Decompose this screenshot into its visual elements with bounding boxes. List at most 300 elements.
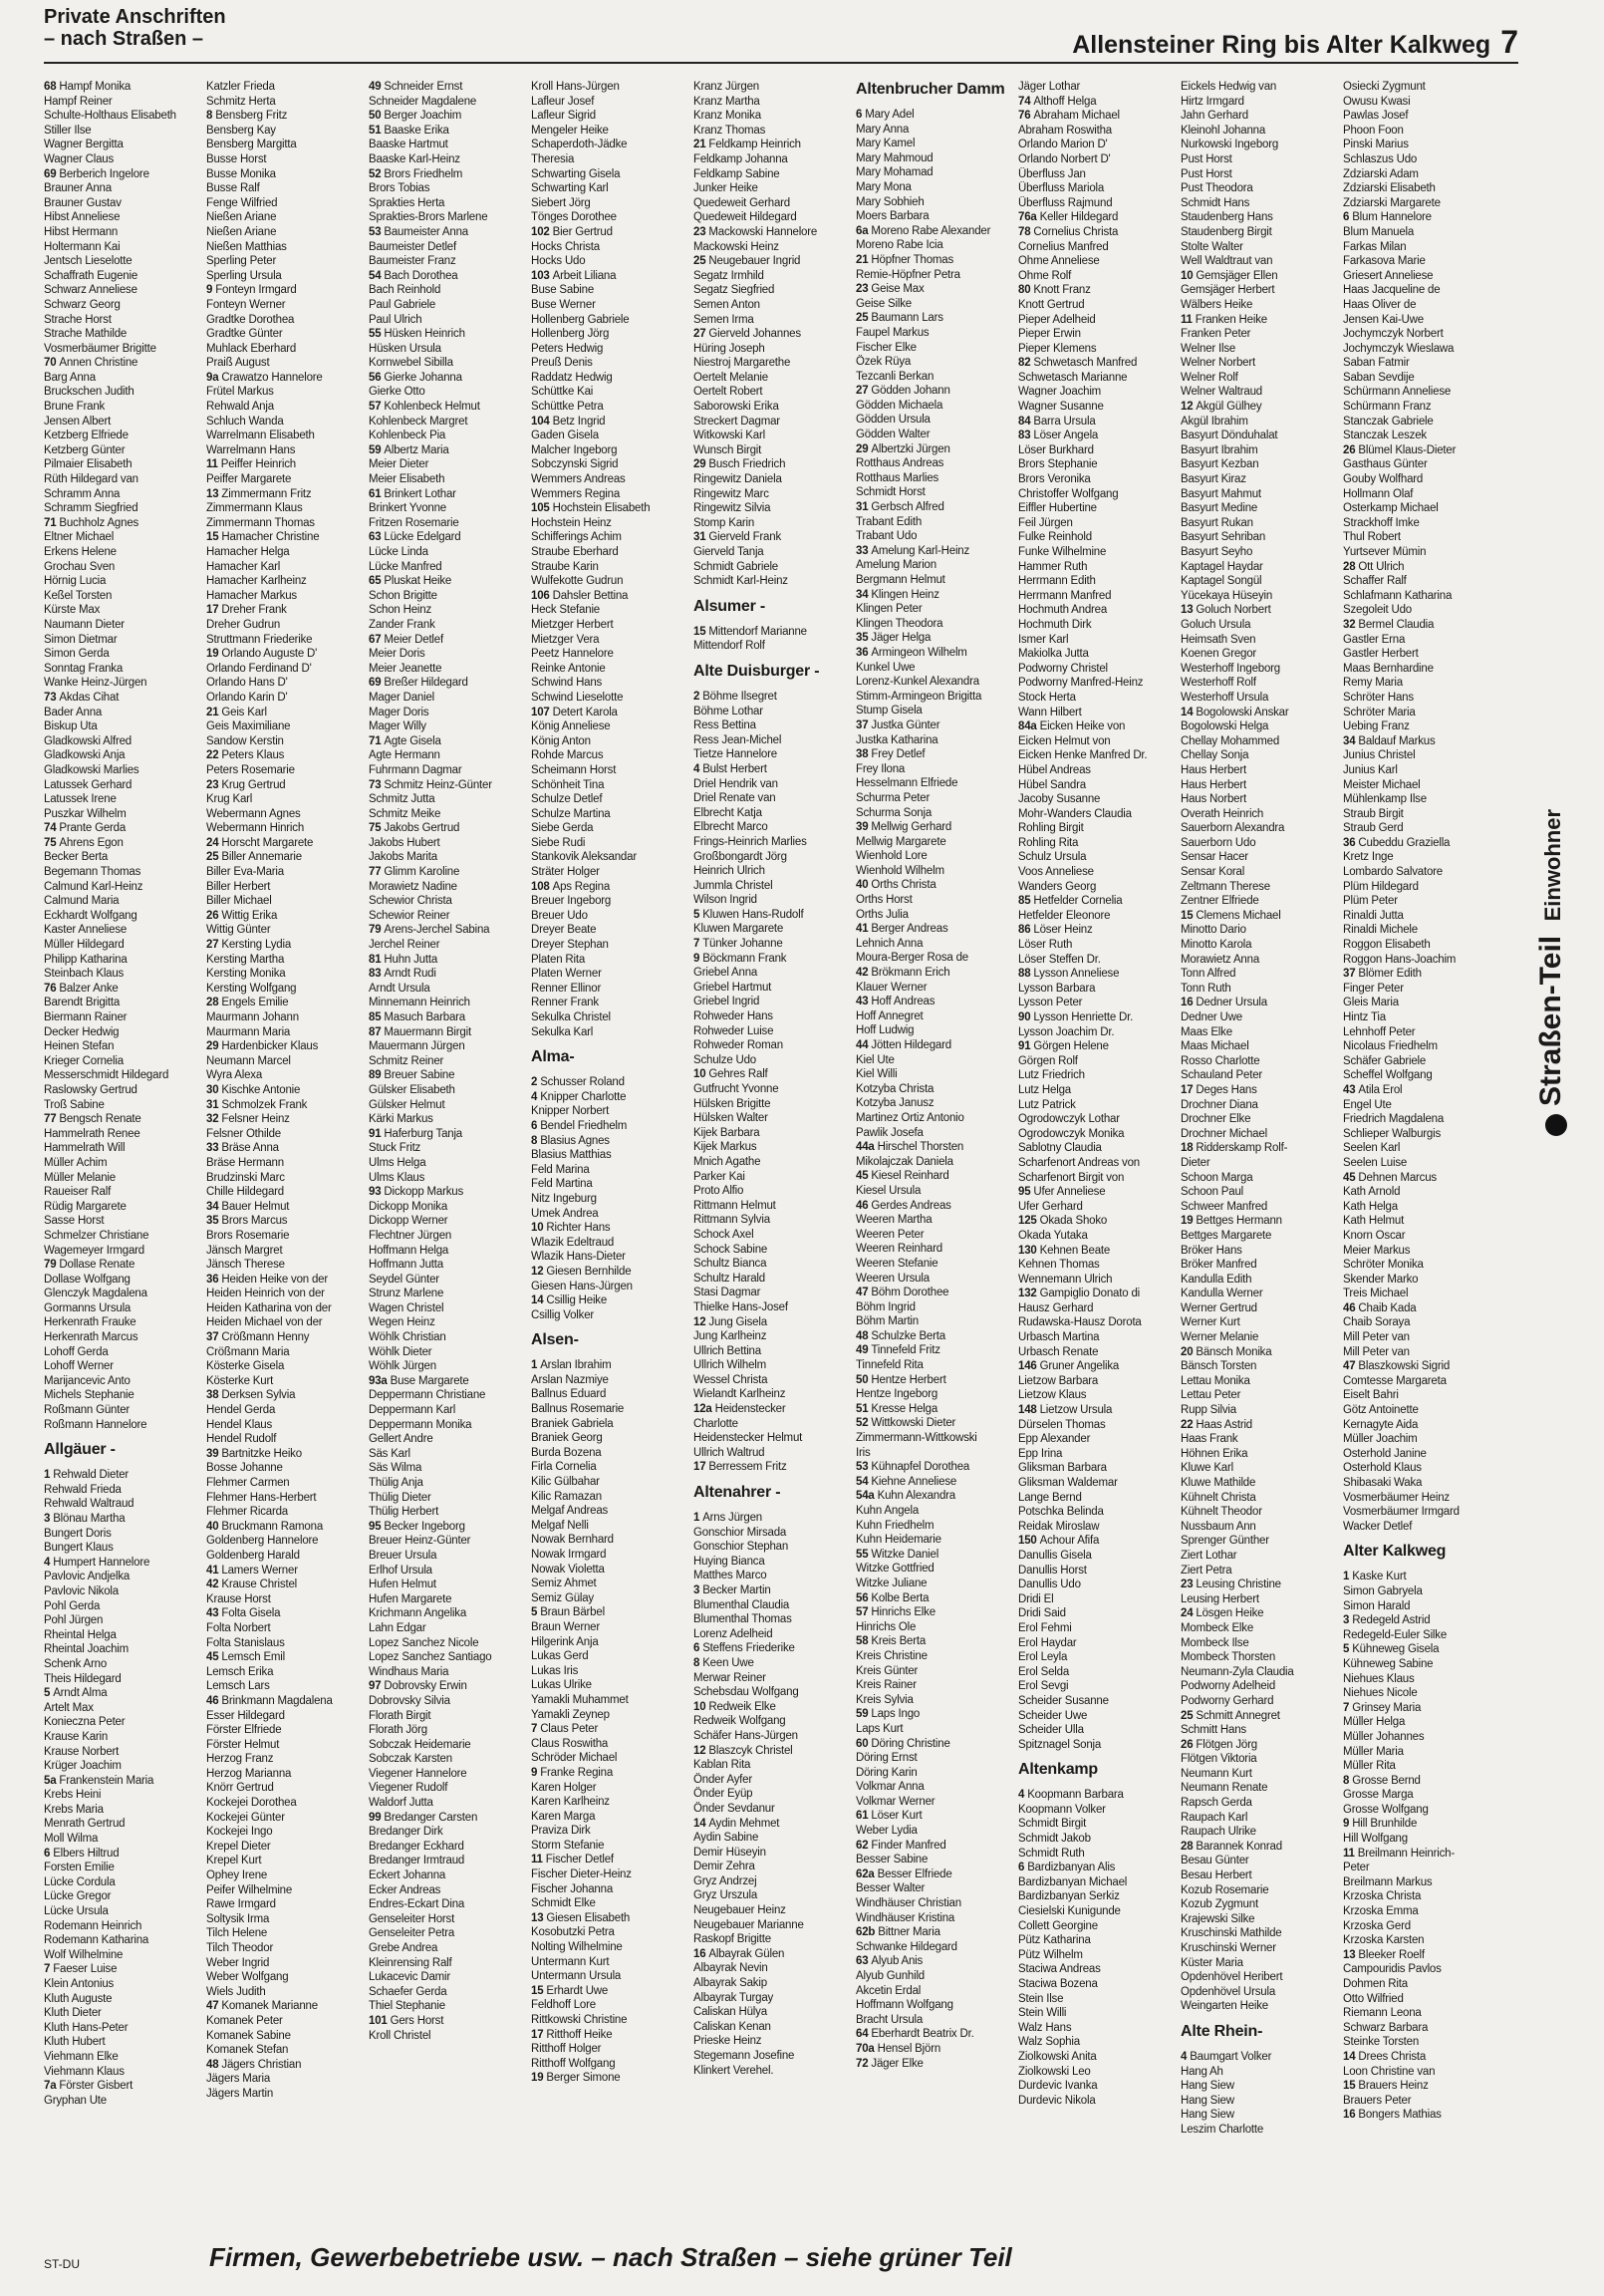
resident-name: Yurtsever Mümin <box>1343 546 1427 558</box>
resident-name: Blasius Agnes <box>540 1134 610 1147</box>
resident-entry <box>369 1738 528 1753</box>
resident-name: Müller Joachim <box>1343 1433 1418 1446</box>
resident-entry <box>206 589 366 604</box>
resident-entry <box>44 457 203 472</box>
resident-name: Bruckmann Ramona <box>221 1520 324 1533</box>
resident-entry <box>1018 181 1178 196</box>
street-heading: Alte Rhein- <box>1181 2022 1263 2040</box>
resident-name: Erkens Helene <box>44 546 117 558</box>
resident-name: Faeser Luise <box>53 1963 118 1976</box>
resident-entry <box>1018 1875 1178 1890</box>
house-number: 28 <box>1343 560 1359 573</box>
house-number: 6 <box>1018 1862 1028 1874</box>
resident-entry <box>44 152 203 167</box>
resident-name: Moreno Rabe Alexander <box>871 224 991 237</box>
resident-entry <box>369 1665 528 1680</box>
resident-entry <box>693 1417 853 1432</box>
house-number: 6 <box>856 109 866 121</box>
resident-name: Bach Dorothea <box>384 269 458 282</box>
resident-name: Felsner Heinz <box>221 1113 290 1126</box>
resident-entry <box>693 791 853 806</box>
resident-name: Blasius Matthias <box>531 1149 612 1162</box>
resident-entry <box>1018 95 1178 110</box>
house-number: 7 <box>693 938 703 951</box>
resident-name: Blömer Edith <box>1358 968 1422 981</box>
resident-entry <box>693 1888 853 1903</box>
resident-entry <box>531 356 690 371</box>
resident-entry <box>531 676 690 691</box>
street-heading: Alma- <box>531 1048 575 1066</box>
resident-name: Schauland Peter <box>1181 1069 1263 1082</box>
resident-name: Finger Peter <box>1343 982 1404 995</box>
resident-name: Kreis Sylvia <box>856 1693 914 1706</box>
resident-entry <box>856 1780 1015 1795</box>
resident-entry <box>693 1671 853 1686</box>
resident-name: Nurkowski Ingeborg <box>1181 139 1279 151</box>
resident-entry <box>693 922 853 937</box>
house-number: 87 <box>369 1025 385 1038</box>
resident-entry <box>856 1824 1015 1839</box>
resident-entry <box>206 516 366 531</box>
resident-entry <box>44 1418 203 1433</box>
resident-name: Muhlack Eberhard <box>206 342 297 355</box>
resident-name: Osterhold Janine <box>1343 1447 1427 1460</box>
resident-entry <box>369 967 528 982</box>
resident-name: Horscht Margarete <box>221 836 314 849</box>
resident-entry <box>206 1781 366 1796</box>
resident-entry <box>1018 996 1178 1010</box>
resident-name: Raslowsky Gertrud <box>44 1083 137 1096</box>
resident-name: Kozub Zygmunt <box>1181 1898 1258 1911</box>
resident-entry <box>856 704 1015 718</box>
resident-name: Danullis Gisela <box>1018 1549 1092 1562</box>
resident-name: Wöhlk Jürgen <box>369 1360 436 1373</box>
resident-entry <box>531 400 690 415</box>
resident-name: Kijek Markus <box>693 1141 757 1154</box>
resident-entry <box>531 923 690 938</box>
resident-entry <box>1181 953 1340 968</box>
resident-entry <box>44 1527 203 1542</box>
resident-entry <box>1018 1374 1178 1389</box>
resident-name: Wagner Joachim <box>1018 386 1102 399</box>
directory-columns <box>44 80 1508 2160</box>
resident-entry <box>206 342 366 357</box>
resident-entry <box>44 1039 203 1054</box>
resident-name: Flechtner Jürgen <box>369 1229 452 1242</box>
resident-entry <box>44 938 203 953</box>
resident-name: Annen Christine <box>59 357 138 370</box>
resident-entry <box>531 807 690 822</box>
resident-entry <box>531 254 690 269</box>
resident-entry <box>856 515 1015 530</box>
resident-name: Melgaf Nelli <box>531 1519 589 1532</box>
resident-entry <box>1018 1564 1178 1578</box>
resident-entry <box>531 472 690 487</box>
resident-name: Ufer Anneliese <box>1033 1186 1106 1199</box>
resident-name: Drees Christa <box>1358 2050 1427 2063</box>
house-number: 54a <box>856 1490 878 1503</box>
resident-name: Raskopf Brigitte <box>693 1933 771 1946</box>
resident-name: Herkenrath Marcus <box>44 1331 138 1344</box>
resident-entry <box>531 1460 690 1475</box>
resident-entry <box>1018 1315 1178 1330</box>
resident-entry <box>369 1098 528 1113</box>
resident-name: Hill Brunhilde <box>1352 1818 1418 1831</box>
resident-entry <box>1343 1948 1502 1963</box>
resident-name: Brauers Heinz <box>1358 2080 1429 2093</box>
resident-entry <box>1018 894 1178 909</box>
resident-entry <box>44 516 203 531</box>
resident-name: Calmund Karl-Heinz <box>44 880 143 893</box>
resident-name: Döring Christine <box>871 1737 950 1750</box>
resident-name: Charlotte <box>693 1417 738 1430</box>
resident-entry <box>531 152 690 167</box>
resident-name: Jakobs Gertrud <box>384 822 460 835</box>
house-number: 107 <box>531 706 553 718</box>
resident-entry <box>1343 1570 1502 1584</box>
house-number: 15 <box>693 625 709 638</box>
resident-name: Kiesel Reinhard <box>871 1170 949 1183</box>
resident-entry <box>369 327 528 342</box>
resident-entry <box>206 254 366 269</box>
resident-name: Rapsch Gerda <box>1181 1797 1252 1810</box>
resident-name: Schmitz Jutta <box>369 793 435 806</box>
resident-entry <box>369 501 528 516</box>
resident-entry <box>44 1715 203 1730</box>
resident-name: Hocks Udo <box>531 255 586 268</box>
resident-entry <box>369 313 528 328</box>
resident-name: Hesselmann Elfriede <box>856 777 958 790</box>
resident-entry <box>1343 1112 1502 1127</box>
resident-name: Schröter Hans <box>1343 691 1414 704</box>
resident-entry <box>1181 691 1340 706</box>
house-number: 24 <box>206 836 222 849</box>
resident-name: Menrath Gertrud <box>44 1818 126 1831</box>
resident-entry <box>531 1751 690 1766</box>
resident-name: Folta Norbert <box>206 1621 271 1634</box>
resident-entry <box>44 1200 203 1215</box>
resident-name: Kersting Martha <box>206 953 285 966</box>
resident-name: Griebel Anna <box>693 967 758 980</box>
resident-entry <box>1343 1628 1502 1643</box>
resident-name: Neumann-Zyla Claudia <box>1181 1665 1294 1678</box>
resident-entry <box>44 487 203 502</box>
resident-entry <box>44 1315 203 1330</box>
resident-entry <box>1343 1156 1502 1171</box>
resident-entry <box>44 472 203 487</box>
resident-entry <box>1018 1578 1178 1592</box>
house-number: 79 <box>369 924 385 937</box>
resident-name: Becker Ingeborg <box>384 1520 465 1533</box>
house-number: 37 <box>1343 968 1359 981</box>
resident-name: Aydin Sabine <box>693 1832 759 1845</box>
resident-entry <box>531 1387 690 1402</box>
resident-entry <box>369 210 528 225</box>
resident-name: Wälbers Heike <box>1181 298 1253 311</box>
resident-name: Segatz Siegfried <box>693 284 775 297</box>
house-number: 46 <box>856 1199 872 1212</box>
resident-entry <box>206 1287 366 1301</box>
resident-entry <box>531 1490 690 1505</box>
resident-name: Sträter Holger <box>531 866 600 879</box>
resident-name: Flötgen Jörg <box>1196 1738 1257 1751</box>
resident-name: Thülig Herbert <box>369 1506 439 1519</box>
resident-entry <box>693 1009 853 1024</box>
house-number: 150 <box>1018 1535 1040 1548</box>
resident-entry <box>44 298 203 313</box>
resident-name: Quedeweit Hildegard <box>693 211 797 224</box>
house-number: 6 <box>531 1119 541 1132</box>
resident-name: Werner Melanie <box>1181 1331 1259 1344</box>
resident-entry <box>1018 1491 1178 1506</box>
resident-entry <box>1343 1010 1502 1025</box>
resident-entry <box>1018 706 1178 720</box>
resident-entry <box>693 1082 853 1097</box>
resident-name: Feil Jürgen <box>1018 516 1073 529</box>
resident-name: Haus Herbert <box>1181 778 1246 791</box>
resident-entry <box>1181 283 1340 298</box>
resident-name: Owusu Kwasi <box>1343 95 1411 108</box>
resident-name: Koopmann Volker <box>1018 1803 1106 1816</box>
resident-name: Lohoff Gerda <box>44 1345 109 1358</box>
resident-name: Görgen Rolf <box>1018 1054 1078 1067</box>
resident-name: Lücke Gregor <box>44 1890 112 1903</box>
resident-name: Krzoska Gerd <box>1343 1919 1411 1932</box>
resident-entry <box>693 1714 853 1729</box>
resident-entry <box>1181 1214 1340 1229</box>
resident-entry <box>856 137 1015 151</box>
resident-name: Achour Afifa <box>1039 1535 1100 1548</box>
resident-name: Grosse Marga <box>1343 1789 1414 1802</box>
house-number: 70 <box>44 357 60 370</box>
resident-name: Lücke Edelgard <box>384 531 461 544</box>
resident-entry <box>856 2013 1015 2028</box>
resident-name: Brinkert Yvonne <box>369 502 446 515</box>
resident-entry <box>44 1613 203 1628</box>
resident-entry <box>206 298 366 313</box>
resident-entry <box>369 706 528 720</box>
resident-name: Sperling Peter <box>206 255 277 268</box>
resident-name: Windhaus Maria <box>369 1665 449 1678</box>
house-number: 55 <box>369 328 385 341</box>
resident-entry <box>44 124 203 139</box>
resident-entry <box>1181 167 1340 182</box>
resident-entry <box>531 1998 690 2013</box>
resident-name: Schwarz Barbara <box>1343 2021 1429 2034</box>
resident-name: Semen Anton <box>693 298 760 311</box>
resident-entry <box>693 1067 853 1082</box>
house-number: 9 <box>1343 1818 1353 1831</box>
resident-entry <box>1018 1359 1178 1374</box>
resident-entry <box>369 560 528 575</box>
resident-entry <box>1343 967 1502 982</box>
resident-entry <box>693 690 853 705</box>
resident-name: Brinkert Lothar <box>384 487 456 500</box>
resident-entry <box>531 618 690 633</box>
resident-entry <box>1018 2021 1178 2036</box>
house-number: 36 <box>206 1273 222 1286</box>
resident-entry <box>1018 1068 1178 1083</box>
resident-name: Gradtke Dorothea <box>206 313 295 326</box>
resident-entry <box>856 558 1015 573</box>
resident-name: Lorenz Adelheid <box>693 1627 773 1640</box>
resident-name: Ecker Andreas <box>369 1883 441 1896</box>
resident-entry <box>206 371 366 386</box>
resident-entry <box>531 953 690 968</box>
resident-name: Haas Astrid <box>1196 1418 1252 1431</box>
resident-name: Hetfelder Cornelia <box>1033 895 1123 908</box>
resident-entry <box>531 385 690 400</box>
resident-name: Podworny Christel <box>1018 662 1108 675</box>
resident-name: Dehnen Marcus <box>1358 1171 1437 1184</box>
resident-entry <box>856 1300 1015 1315</box>
resident-name: Pieper Adelheid <box>1018 313 1096 326</box>
resident-entry <box>206 1767 366 1782</box>
resident-name: Haas Jacqueline de <box>1343 284 1441 297</box>
house-number: 2 <box>693 690 703 703</box>
resident-entry <box>369 342 528 357</box>
resident-name: Berger Joachim <box>384 110 462 123</box>
resident-entry <box>44 1512 203 1527</box>
resident-name: Nolting Wilhelmine <box>531 1941 623 1954</box>
resident-name: Knipper Charlotte <box>540 1090 627 1103</box>
resident-name: Flötgen Viktoria <box>1181 1753 1257 1766</box>
house-number: 32 <box>1343 618 1359 631</box>
resident-entry <box>693 1903 853 1918</box>
resident-entry <box>531 283 690 298</box>
house-number: 26 <box>206 909 222 922</box>
resident-entry <box>1343 2006 1502 2021</box>
resident-name: Gryphan Ute <box>44 2094 107 2107</box>
resident-name: Schulze Martina <box>531 807 611 820</box>
resident-name: Grinsey Maria <box>1352 1701 1422 1714</box>
resident-entry <box>44 763 203 778</box>
resident-name: Neugebauer Heinz <box>693 1904 786 1917</box>
resident-entry <box>1181 196 1340 211</box>
house-number: 7 <box>1343 1701 1353 1714</box>
house-number: 14 <box>693 1817 709 1830</box>
house-number: 53 <box>856 1461 872 1474</box>
resident-name: Mellwig Gerhard <box>871 821 952 834</box>
resident-name: Endres-Eckart Dina <box>369 1898 465 1911</box>
resident-entry <box>1343 603 1502 618</box>
resident-entry <box>1181 254 1340 269</box>
resident-name: Gryz Urszula <box>693 1889 758 1902</box>
resident-entry <box>1018 1388 1178 1403</box>
resident-name: Yücekaya Hüseyin <box>1181 589 1273 602</box>
resident-entry <box>1181 415 1340 430</box>
resident-name: Danullis Horst <box>1018 1564 1087 1577</box>
resident-entry <box>1018 1549 1178 1564</box>
resident-name: Jötten Hildegard <box>871 1039 951 1051</box>
resident-entry <box>856 820 1015 835</box>
house-number: 103 <box>531 269 553 282</box>
resident-name: Trabant Udo <box>856 530 918 543</box>
house-number: 23 <box>206 778 222 791</box>
resident-entry <box>1343 1301 1502 1316</box>
resident-entry <box>206 1127 366 1142</box>
resident-entry <box>856 835 1015 850</box>
resident-name: Gülsker Elisabeth <box>369 1083 455 1096</box>
resident-entry <box>1181 1244 1340 1259</box>
resident-name: Renner Ellinor <box>531 982 602 995</box>
resident-entry <box>693 167 853 182</box>
house-number: 10 <box>531 1222 547 1235</box>
resident-entry <box>856 1853 1015 1867</box>
resident-entry <box>856 1984 1015 1999</box>
resident-entry <box>856 253 1015 268</box>
resident-name: Genseleiter Petra <box>369 1927 455 1940</box>
house-number: 125 <box>1018 1215 1040 1228</box>
resident-entry <box>206 429 366 443</box>
resident-name: Brune Frank <box>44 401 106 414</box>
resident-name: Viegener Hannelore <box>369 1767 467 1780</box>
resident-entry <box>856 268 1015 283</box>
resident-entry <box>369 1985 528 2000</box>
resident-entry <box>1181 1185 1340 1200</box>
resident-entry <box>1018 953 1178 968</box>
resident-name: Goluch Ursula <box>1181 618 1251 631</box>
resident-name: Lysson Peter <box>1018 997 1083 1009</box>
resident-name: Kiesel Ursula <box>856 1184 922 1197</box>
resident-name: Eickels Hedwig van <box>1181 81 1277 93</box>
resident-entry <box>1343 1992 1502 2007</box>
resident-name: Nowak Bernhard <box>531 1534 614 1547</box>
resident-entry <box>206 1505 366 1520</box>
resident-entry <box>531 1708 690 1723</box>
resident-name: Ziert Lothar <box>1181 1549 1237 1562</box>
house-number: 84a <box>1018 720 1040 733</box>
resident-name: Steinbach Klaus <box>44 968 125 981</box>
resident-name: Gormanns Ursula <box>44 1301 132 1314</box>
resident-name: Scharfenort Andreas von <box>1018 1156 1140 1169</box>
resident-entry <box>1181 1432 1340 1447</box>
resident-entry <box>856 1431 1015 1446</box>
resident-entry <box>1343 1491 1502 1506</box>
resident-entry <box>1343 1803 1502 1818</box>
resident-entry <box>1343 80 1502 95</box>
column-4 <box>531 80 690 2160</box>
resident-name: Erhardt Uwe <box>546 1984 609 1997</box>
resident-name: Brauner Anna <box>44 182 112 195</box>
resident-entry <box>206 1985 366 2000</box>
resident-entry <box>856 1998 1015 2013</box>
resident-entry <box>44 1127 203 1142</box>
resident-entry <box>1343 501 1502 516</box>
resident-entry <box>44 633 203 648</box>
resident-entry <box>1018 167 1178 182</box>
resident-name: Chellay Sonja <box>1181 749 1249 762</box>
resident-name: Platen Rita <box>531 953 586 966</box>
resident-name: Hoffmann Wolfgang <box>856 1999 953 2012</box>
resident-entry <box>531 1853 690 1867</box>
resident-name: Betz Ingrid <box>552 415 606 428</box>
resident-name: Barra Ursula <box>1033 415 1096 428</box>
resident-name: Gladkowski Alfred <box>44 734 132 747</box>
resident-entry <box>206 1345 366 1360</box>
resident-entry <box>44 1185 203 1200</box>
resident-entry <box>369 356 528 371</box>
resident-name: Prante Gerda <box>59 822 127 835</box>
resident-name: Laps Kurt <box>856 1722 904 1735</box>
resident-entry <box>1181 1941 1340 1956</box>
house-number: 63 <box>856 1955 872 1968</box>
resident-entry <box>693 864 853 879</box>
resident-entry <box>1018 662 1178 677</box>
resident-entry <box>531 167 690 182</box>
resident-entry <box>693 356 853 371</box>
resident-name: Buse Werner <box>531 298 596 311</box>
